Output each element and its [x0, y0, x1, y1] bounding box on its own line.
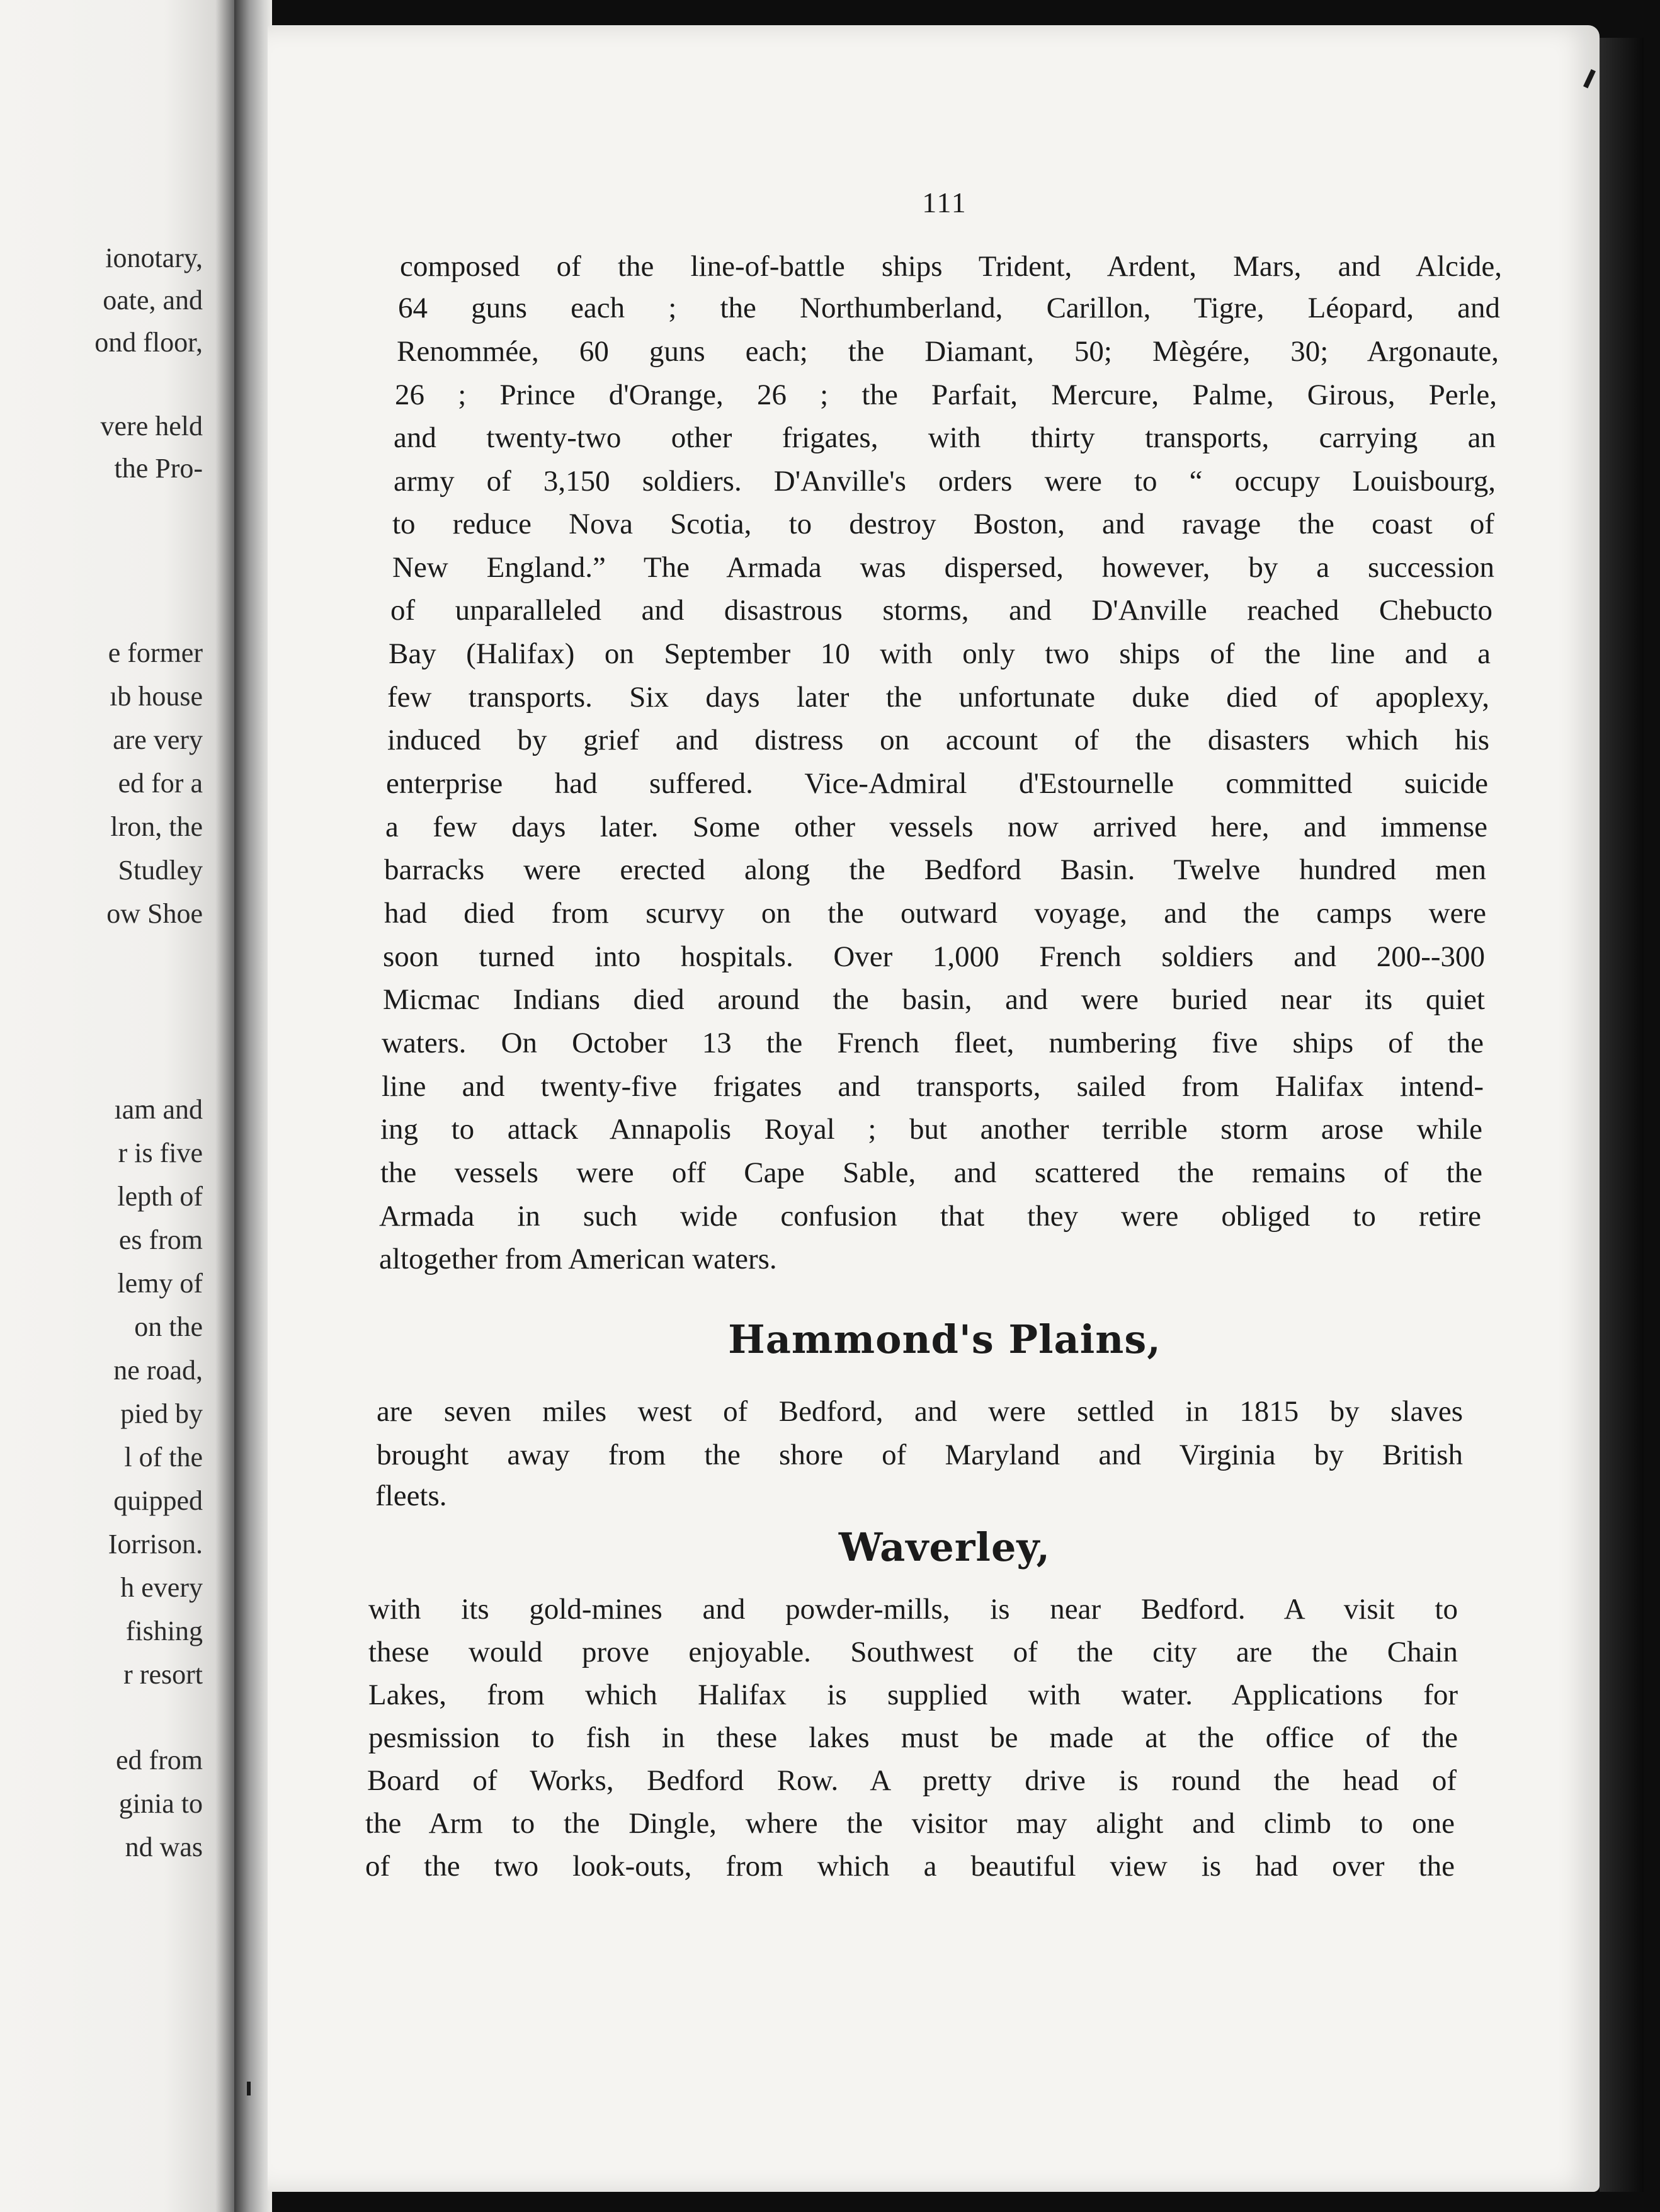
body-text-line: army of 3,150 soldiers. D'Anville's orders were to “ occupy Louisbourg,	[394, 465, 1496, 498]
left-page	[0, 0, 234, 2212]
body-text-line: had died from scurvy on the outward voyage, and the camps were	[384, 897, 1486, 930]
body-text-line: with its gold-mines and powder-mills, is near Bedford. A visit to	[368, 1593, 1458, 1626]
body-text-line: induced by grief and distress on account of the disasters which his	[387, 724, 1489, 756]
body-text-line: the vessels were off Cape Sable, and scattered the remains of the	[380, 1156, 1482, 1189]
left-page-line: ne road,	[113, 1355, 203, 1386]
book-gutter	[234, 0, 272, 2212]
body-text-line: barracks were erected along the Bedford Basin. Twelve hundred men	[384, 853, 1486, 886]
body-text-line: Armada in such wide confusion that they were obliged to retire	[379, 1200, 1481, 1233]
left-page-line: are very	[113, 724, 203, 755]
body-text-line: line and twenty-five frigates and transports, sailed from Halifax intend-	[382, 1070, 1484, 1103]
left-page-line: ed from	[115, 1745, 203, 1776]
body-text-line: are seven miles west of Bedford, and were settled in 1815 by slaves	[377, 1395, 1463, 1428]
body-text-line: Board of Works, Bedford Row. A pretty drive is round the head of	[367, 1764, 1457, 1797]
page-edge	[1600, 38, 1644, 2192]
left-page-line: ed for a	[118, 768, 203, 799]
left-page-line: h every	[120, 1572, 203, 1603]
left-page-line: quipped	[113, 1485, 203, 1516]
body-text-line: 64 guns each ; the Northumberland, Carillon, Tigre, Léopard, and	[398, 292, 1500, 324]
body-text-line: to reduce Nova Scotia, to destroy Boston, and ravage the coast of	[392, 508, 1494, 540]
left-page-line: r is five	[118, 1137, 203, 1168]
body-text-line: these would prove enjoyable. Southwest of the city are the Chain	[368, 1636, 1458, 1668]
left-page-line: Studley	[118, 855, 203, 886]
left-page-line: ow Shoe	[106, 898, 203, 929]
left-page-line: nd was	[125, 1832, 203, 1862]
body-text-line: and twenty-two other frigates, with thirty transports, carrying an	[394, 421, 1496, 454]
body-text-line: soon turned into hospitals. Over 1,000 French soldiers and 200--300	[383, 940, 1485, 973]
body-text-line: composed of the line-of-battle ships Trident, Ardent, Mars, and Alcide,	[400, 250, 1502, 283]
page-number: 111	[922, 186, 967, 219]
left-page-line: r resort	[123, 1659, 203, 1690]
left-page-line: lepth of	[117, 1181, 203, 1212]
body-text-line: of unparalleled and disastrous storms, and D'Anville reached Chebucto	[390, 594, 1492, 627]
body-text-line: Lakes, from which Halifax is supplied with water. Applications for	[368, 1679, 1458, 1711]
body-text-line: 26 ; Prince d'Orange, 26 ; the Parfait, Mercure, Palme, Girous, Perle,	[395, 379, 1497, 411]
left-page-line: e former	[108, 637, 203, 668]
left-page-line: ıb house	[110, 681, 203, 712]
body-text-line: waters. On October 13 the French fleet, numbering five ships of the	[382, 1027, 1484, 1059]
body-text-line: pesmission to fish in these lakes must be made at the office of the	[368, 1721, 1458, 1754]
body-text-line: New England.” The Armada was dispersed, however, by a succession	[392, 551, 1494, 584]
left-page-line: vere held	[100, 411, 203, 442]
left-page-line: es from	[118, 1224, 203, 1255]
section-heading-hammonds-plains: Hammond's Plains,	[728, 1316, 1161, 1362]
left-page-line: ionotary,	[105, 242, 203, 273]
section-heading-waverley: Waverley,	[838, 1524, 1051, 1570]
left-page-line: Iorrison.	[108, 1529, 203, 1559]
body-text-line: few transports. Six days later the unfortunate duke died of apoplexy,	[387, 681, 1489, 714]
body-text-line: of the two look-outs, from which a beautiful view is had over the	[365, 1850, 1455, 1883]
left-page-line: the Pro-	[114, 453, 203, 484]
left-page-line: ıam and	[114, 1094, 203, 1125]
left-page-line: fishing	[125, 1616, 203, 1646]
left-page-line: pied by	[120, 1398, 203, 1429]
body-text-line: ing to attack Annapolis Royal ; but another terrible storm arose while	[380, 1113, 1482, 1146]
body-text-line: Micmac Indians died around the basin, and were buried near its quiet	[383, 983, 1485, 1016]
body-text-line: a few days later. Some other vessels now arrived here, and immense	[385, 811, 1487, 843]
body-text-line: altogether from American waters.	[379, 1243, 777, 1275]
body-text-line: enterprise had suffered. Vice-Admiral d'Estournelle committed suicide	[386, 767, 1488, 800]
left-page-line: on the	[134, 1311, 203, 1342]
body-text-line: fleets.	[375, 1479, 447, 1512]
left-page-line: lemy of	[117, 1268, 203, 1299]
body-text-line: brought away from the shore of Maryland and Virginia by British	[377, 1439, 1463, 1471]
body-text-line: the Arm to the Dingle, where the visitor may alight and climb to one	[365, 1807, 1455, 1840]
scan-speck	[247, 2082, 251, 2095]
left-page-line: ond floor,	[94, 327, 203, 358]
body-text-line: Bay (Halifax) on September 10 with only two ships of the line and a	[389, 637, 1491, 670]
body-text-line: Renommée, 60 guns each; the Diamant, 50; Mègére, 30; Argonaute,	[397, 335, 1499, 368]
left-page-line: lron, the	[110, 811, 203, 842]
left-page-line: oate, and	[103, 285, 203, 316]
left-page-line: ginia to	[118, 1788, 203, 1819]
left-page-line: l of the	[124, 1442, 203, 1473]
